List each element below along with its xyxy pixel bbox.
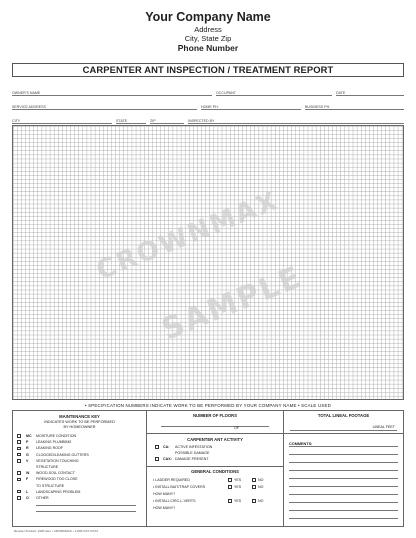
general-condition-text: HOW MANY?: [153, 492, 176, 496]
maintenance-text: TO STRUCTURE: [36, 483, 65, 488]
owners-name-field[interactable]: [12, 88, 212, 96]
lineal-feet-line[interactable]: [290, 421, 397, 431]
middle-column: [147, 411, 284, 526]
maintenance-blank-line[interactable]: [13, 507, 146, 513]
maintenance-code: P: [26, 440, 29, 445]
maintenance-code: V: [26, 458, 29, 463]
maintenance-text: LANDSCAPING PROBLEM: [36, 489, 81, 494]
reorder-footer: Reorder Product: 1900 Item • CROWNMAX • 1-800-XXX-XXXX: [14, 529, 99, 533]
maintenance-code: O: [26, 495, 29, 500]
general-condition-text: • INSTALL BAIT/TRAP COVERS: [153, 485, 206, 489]
zip-field[interactable]: [150, 116, 184, 124]
specification-note: • SPECIFICATION NUMBERS INDICATE WORK TO BE PERFORMED BY YOUR COMPANY NAME • SCALE USED: [85, 403, 331, 408]
home-phone-field[interactable]: [201, 102, 301, 110]
maintenance-subtitle-2: BY HOMEOWNER: [63, 425, 96, 429]
maintenance-text: CLOGGED/LEAKING GUTTERS: [36, 452, 89, 457]
home-phone-label: HOME PH.: [201, 105, 219, 109]
maintenance-code: F: [26, 477, 29, 482]
general-condition-text: • INSTALL CIRC-L-VERTS: [153, 499, 196, 503]
number-of-floors-title: NUMBER OF FLOORS: [193, 413, 237, 418]
bottom-panel: [12, 410, 404, 527]
activity-code: CA:: [163, 445, 170, 449]
maintenance-code: R: [26, 446, 29, 451]
checkbox[interactable]: [155, 445, 159, 449]
general-conditions-section: [147, 469, 283, 512]
comments-section: [284, 440, 403, 519]
activity-item: [147, 456, 283, 462]
activity-text: ACTIVE INFESTATION: [175, 445, 213, 449]
general-condition-item: [147, 484, 283, 491]
maintenance-text: FIREWOOD TOO CLOSE: [36, 477, 78, 482]
business-phone-field[interactable]: [305, 102, 404, 110]
field-row-1: [12, 84, 404, 98]
maintenance-code: W: [26, 471, 30, 476]
maintenance-code: L: [26, 489, 29, 494]
inspected-by-field[interactable]: [188, 116, 404, 124]
maintenance-text: LEAKING ROOF: [36, 446, 63, 451]
comment-line[interactable]: [289, 503, 398, 511]
lineal-footage-column: [284, 411, 403, 526]
maintenance-code: G: [26, 452, 29, 457]
no-checkbox[interactable]: [252, 478, 256, 482]
maintenance-text: VEGETATION TOUCHING: [36, 458, 79, 463]
state-label: STATE: [116, 119, 128, 123]
company-address: Address: [194, 25, 222, 34]
yes-label: YES: [234, 478, 242, 482]
comment-lines: [284, 447, 403, 519]
watermark-crownmax: CROWNMAX: [92, 185, 284, 287]
general-condition-item: [147, 477, 283, 484]
state-field[interactable]: [116, 116, 146, 124]
company-phone: Phone Number: [177, 43, 239, 53]
blank-line: [36, 505, 136, 506]
no-label: NO: [258, 499, 264, 503]
yes-checkbox[interactable]: [228, 485, 232, 489]
comment-line[interactable]: [289, 471, 398, 479]
checkbox[interactable]: [17, 496, 21, 500]
checkbox[interactable]: [17, 478, 21, 482]
date-label: DATE: [336, 91, 346, 95]
company-name: Your Company Name: [145, 10, 271, 24]
checkbox[interactable]: [17, 440, 21, 444]
comment-line[interactable]: [289, 479, 398, 487]
number-of-floors-section: [147, 413, 283, 434]
comment-line[interactable]: [289, 495, 398, 503]
maintenance-key-list: [13, 433, 146, 513]
owners-name-label: OWNER'S NAME: [12, 91, 41, 95]
drawing-grid[interactable]: [12, 125, 404, 400]
yes-checkbox[interactable]: [228, 478, 232, 482]
zip-label: ZIP: [150, 119, 156, 123]
checkbox[interactable]: [17, 453, 21, 457]
comments-line[interactable]: [289, 440, 398, 447]
checkbox[interactable]: [17, 471, 21, 475]
city-field[interactable]: [12, 116, 112, 124]
no-label: NO: [258, 485, 264, 489]
comment-line[interactable]: [289, 487, 398, 495]
blank-line: [36, 511, 136, 512]
business-phone-label: BUSINESS PH.: [305, 105, 331, 109]
inspected-by-label: INSPECTED BY: [188, 119, 215, 123]
general-condition-text: HOW MANY?: [153, 506, 176, 510]
floors-of-label: OF: [234, 426, 239, 430]
comment-line[interactable]: [289, 463, 398, 471]
lineal-feet-label: LINEAL FEET: [372, 425, 395, 429]
general-conditions-title: GENERAL CONDITIONS: [191, 469, 239, 474]
maintenance-text: OTHER: [36, 495, 49, 500]
checkbox[interactable]: [17, 490, 21, 494]
company-header: [0, 10, 416, 53]
checkbox[interactable]: [155, 457, 159, 461]
activity-text: POSSIBLE DAMAGE: [175, 451, 210, 455]
service-address-field[interactable]: [12, 102, 197, 110]
comment-line[interactable]: [289, 511, 398, 519]
maintenance-text: LEAKING PLUMBING: [36, 440, 72, 445]
activity-list: [147, 444, 283, 462]
floors-input-line[interactable]: [161, 419, 269, 430]
date-field[interactable]: [336, 88, 404, 96]
general-condition-item: [147, 491, 283, 498]
general-condition-text: • LADDER REQUIRED: [153, 478, 190, 482]
maintenance-code: MC: [26, 434, 32, 438]
field-row-3: [12, 112, 404, 126]
watermark-sample: SAMPLE: [156, 259, 308, 348]
occupant-label: OCCUPANT: [216, 91, 236, 95]
maintenance-text: STRUCTURE: [36, 464, 59, 469]
lineal-footage-title: TOTAL LINEAL FOOTAGE: [317, 413, 370, 418]
general-condition-item: [147, 505, 283, 512]
comment-line[interactable]: [289, 447, 398, 455]
customer-fields: [12, 84, 404, 126]
general-condition-item: [147, 498, 283, 505]
comments-label: COMMENTS:: [289, 442, 313, 446]
maintenance-text: MOISTURE CONDITION: [36, 434, 77, 438]
yes-checkbox[interactable]: [228, 499, 232, 503]
no-checkbox[interactable]: [252, 485, 256, 489]
lineal-footage-section: [284, 413, 403, 434]
no-label: NO: [258, 478, 264, 482]
activity-text: DAMAGE PRESENT: [175, 457, 209, 461]
yes-label: YES: [234, 485, 242, 489]
no-checkbox[interactable]: [252, 499, 256, 503]
maintenance-subtitle-1: INDICATES WORK TO BE PERFORMED: [44, 420, 115, 424]
company-city-state-zip: City, State Zip: [184, 34, 232, 43]
occupant-field[interactable]: [216, 88, 332, 96]
checkbox[interactable]: [17, 434, 21, 438]
checkbox[interactable]: [17, 447, 21, 451]
city-label: CITY: [12, 119, 21, 123]
activity-code: CAX:: [163, 457, 172, 461]
carpenter-ant-activity-section: [147, 437, 283, 467]
comment-line[interactable]: [289, 455, 398, 463]
yes-label: YES: [234, 499, 242, 503]
field-row-2: [12, 98, 404, 112]
maintenance-key-title: MAINTENANCE KEY: [59, 414, 100, 419]
maintenance-text: WOOD-SOIL CONTACT: [36, 471, 75, 476]
maintenance-key-section: [13, 411, 147, 526]
report-title: CARPENTER ANT INSPECTION / TREATMENT REPORT: [12, 63, 404, 77]
carpenter-ant-activity-title: CARPENTER ANT ACTIVITY: [187, 437, 243, 442]
checkbox[interactable]: [17, 459, 21, 463]
general-conditions-list: [147, 477, 283, 512]
service-address-label: SERVICE ADDRESS: [12, 105, 46, 109]
